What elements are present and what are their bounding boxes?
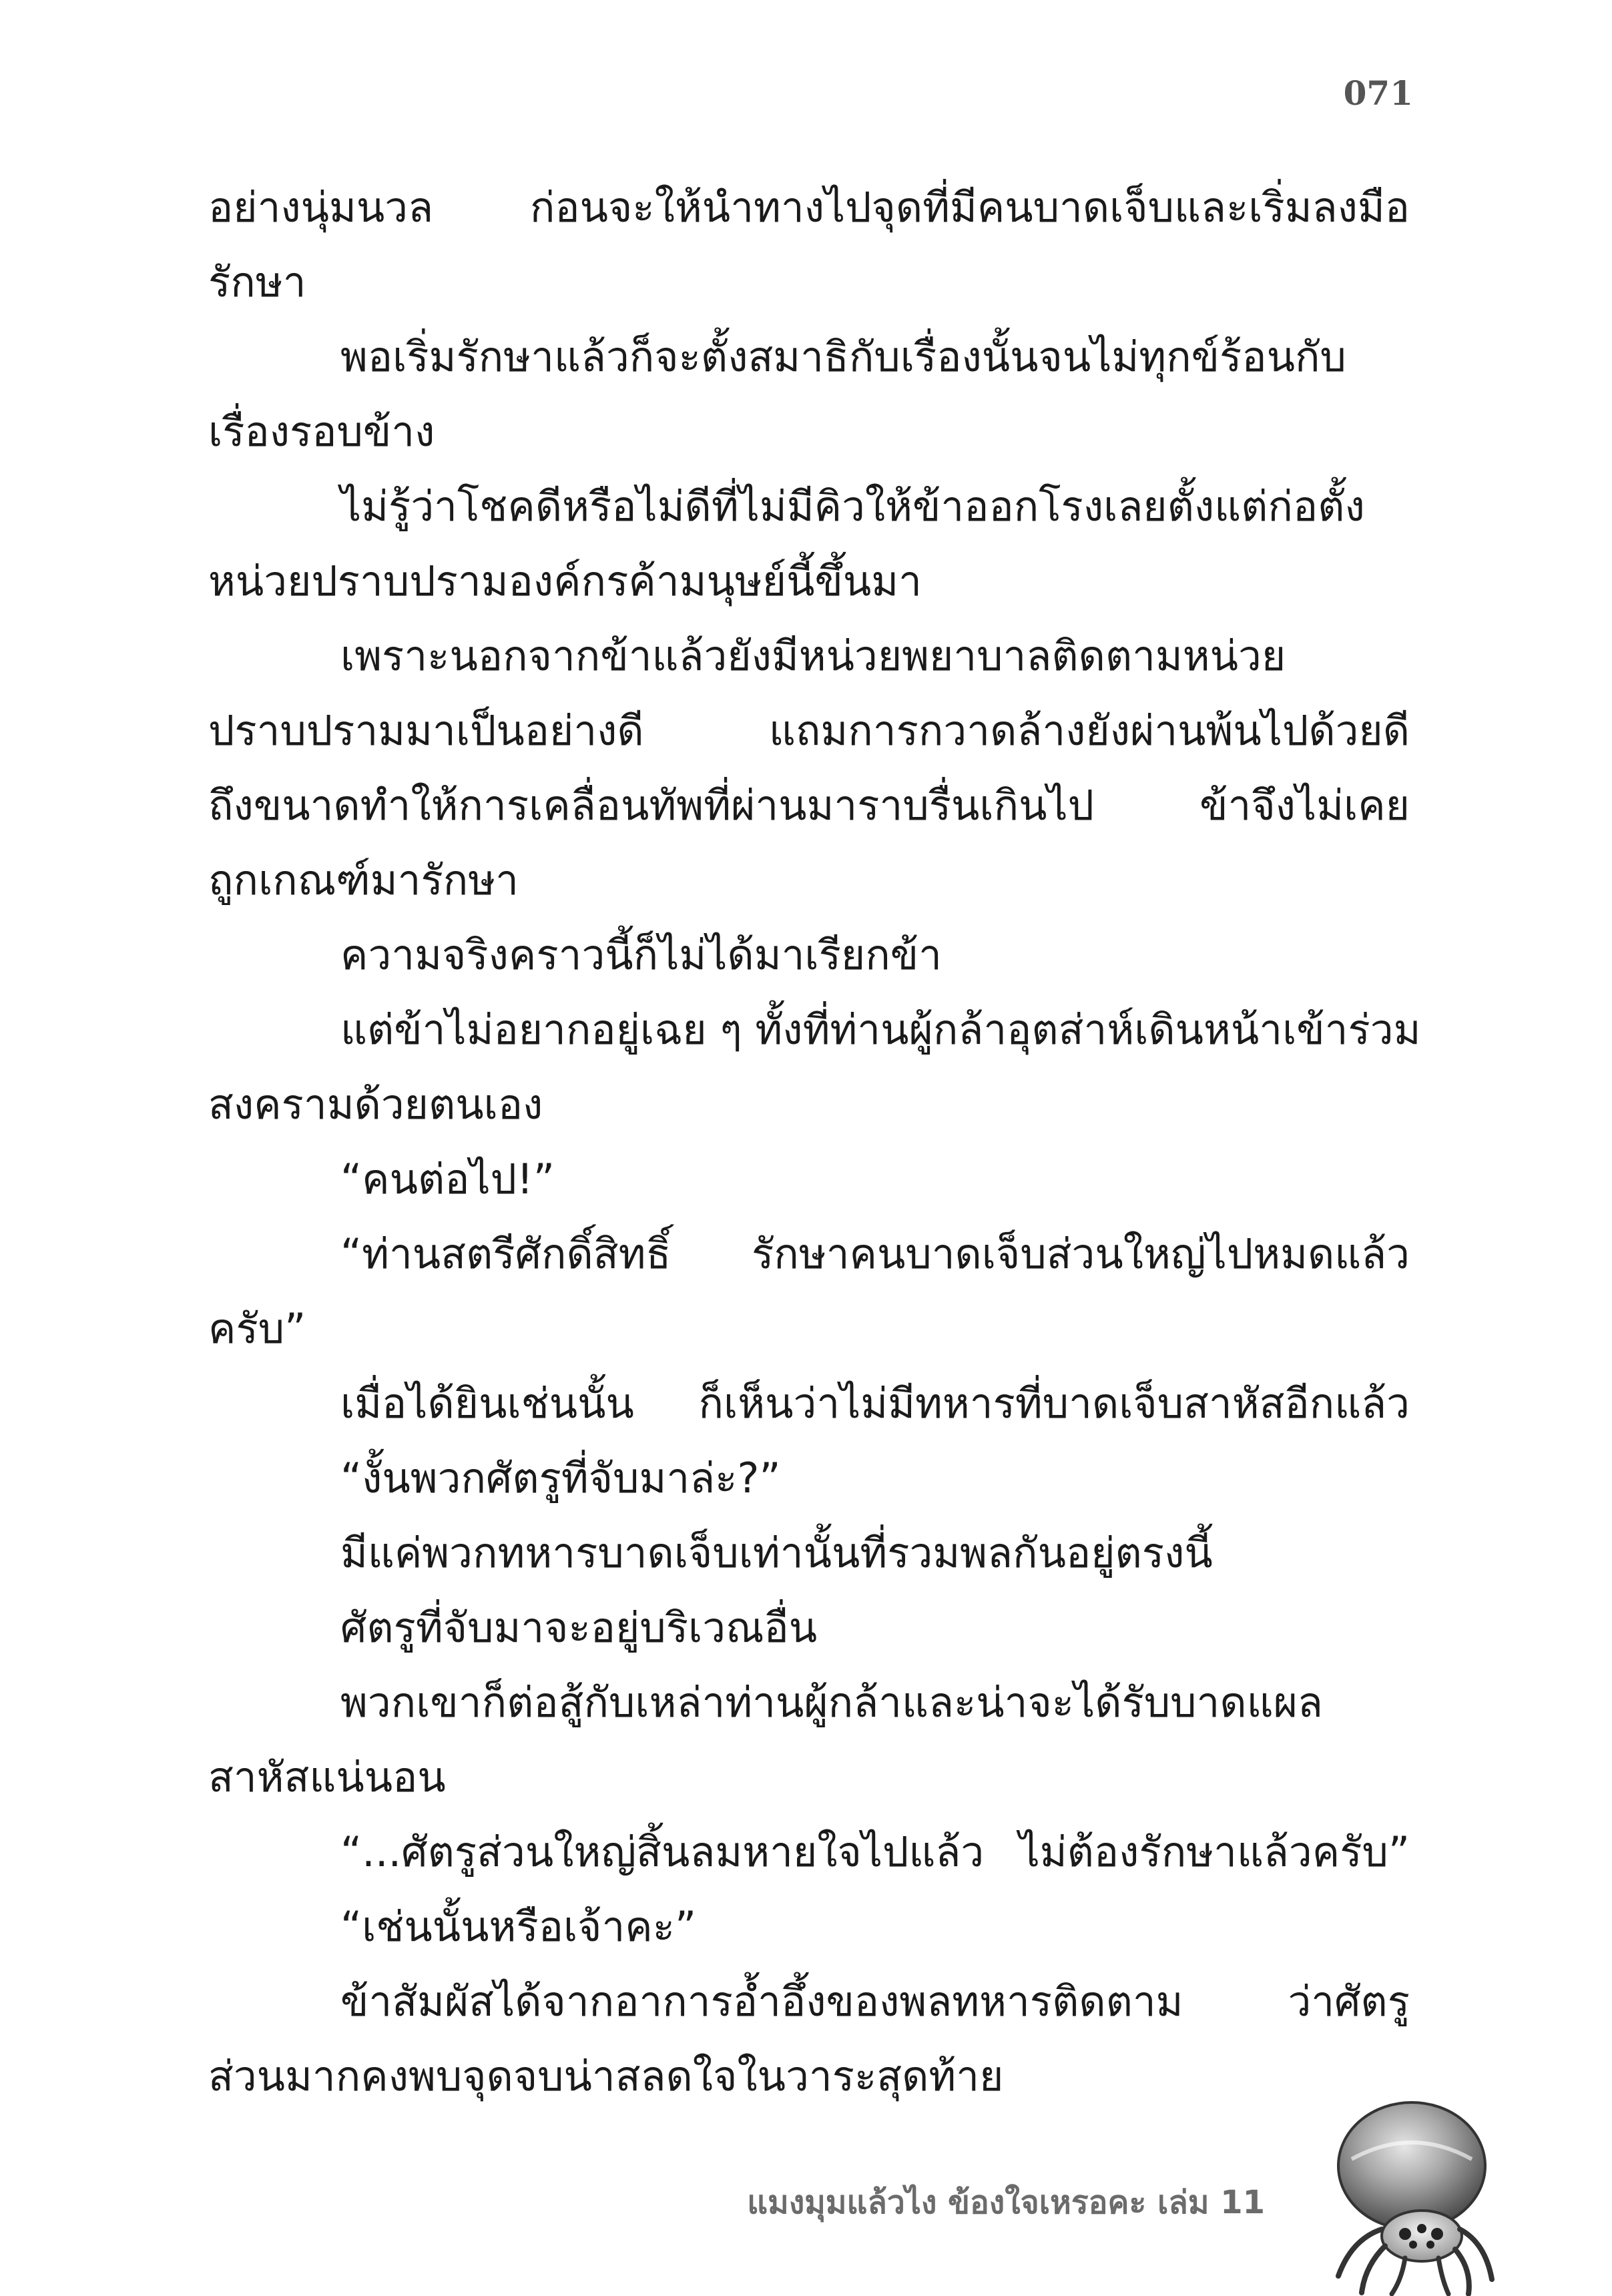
dialogue-line: “งั้นพวกศัตรูที่จับมาล่ะ?” bbox=[340, 1454, 781, 1502]
dialogue-line: ครับ” bbox=[208, 1304, 306, 1353]
paragraph-line: ไม่รู้ว่าโชคดีหรือไม่ดีที่ไม่มีคิวให้ข้าออกโรงเลยตั้งแต่ก่อตั้ง bbox=[340, 482, 1365, 531]
dialogue-line: “เช่นนั้นหรือเจ้าคะ” bbox=[340, 1902, 697, 1951]
paragraph-line: หน่วยปราบปรามองค์กรค้ามนุษย์นี้ขึ้นมา bbox=[208, 557, 922, 605]
paragraph-line: ความจริงคราวนี้ก็ไม่ได้มาเรียกข้า bbox=[340, 930, 942, 979]
dialogue-line: “คนต่อไป!” bbox=[340, 1155, 555, 1203]
paragraph-line: อย่างนุ่มนวล ก่อนจะให้นำทางไปจุดที่มีคนบาดเจ็บและเริ่มลงมือ bbox=[208, 183, 1410, 232]
paragraph-line: ปราบปรามมาเป็นอย่างดี แถมการกวาดล้างยังผ่านพ้นไปด้วยดี bbox=[208, 706, 1410, 755]
paragraph-line: ถูกเกณฑ์มารักษา bbox=[208, 856, 519, 904]
paragraph-line: สงครามด้วยตนเอง bbox=[208, 1080, 543, 1129]
page-number: 071 bbox=[1343, 73, 1413, 113]
paragraph-line: ข้าสัมผัสได้จากอาการอ้ำอึ้งของพลทหารติดตาม ว่าศัตรู bbox=[340, 1977, 1410, 2026]
paragraph-line: พอเริ่มรักษาแล้วก็จะตั้งสมาธิกับเรื่องนั้นจนไม่ทุกข์ร้อนกับ bbox=[340, 332, 1346, 381]
paragraph-line: ถึงขนาดทำให้การเคลื่อนทัพที่ผ่านมาราบรื่นเกินไป ข้าจึงไม่เคย bbox=[208, 781, 1410, 830]
paragraph-line: แต่ข้าไม่อยากอยู่เฉย ๆ ทั้งที่ท่านผู้กล้าอุตส่าห์เดินหน้าเข้าร่วม bbox=[340, 1005, 1421, 1054]
dialogue-line: “ท่านสตรีศักดิ์สิทธิ์ รักษาคนบาดเจ็บส่วนใหญ่ไปหมดแล้ว bbox=[340, 1229, 1410, 1278]
paragraph-line: เพราะนอกจากข้าแล้วยังมีหน่วยพยาบาลติดตามหน่วย bbox=[340, 631, 1286, 680]
paragraph-line: มีแค่พวกทหารบาดเจ็บเท่านั้นที่รวมพลกันอยู่ตรงนี้ bbox=[340, 1528, 1213, 1577]
book-title-footer: แมงมุมแล้วไง ข้องใจเหรอคะ เล่ม 11 bbox=[747, 2184, 1265, 2221]
paragraph-line: เรื่องรอบข้าง bbox=[208, 407, 435, 456]
dialogue-line: “...ศัตรูส่วนใหญ่สิ้นลมหายใจไปแล้ว ไม่ต้องรักษาแล้วครับ” bbox=[340, 1827, 1410, 1876]
paragraph-line: สาหัสแน่นอน bbox=[208, 1753, 446, 1801]
paragraph-line: พวกเขาก็ต่อสู้กับเหล่าท่านผู้กล้าและน่าจะได้รับบาดแผล bbox=[340, 1678, 1323, 1727]
paragraph-line: เมื่อได้ยินเช่นนั้น ก็เห็นว่าไม่มีทหารที่บาดเจ็บสาหัสอีกแล้ว bbox=[340, 1379, 1410, 1428]
paragraph-line: ส่วนมากคงพบจุดจบน่าสลดใจในวาระสุดท้าย bbox=[208, 2052, 1004, 2100]
paragraph-line: ศัตรูที่จับมาจะอยู่บริเวณอื่น bbox=[340, 1603, 818, 1652]
paragraph-line: รักษา bbox=[208, 258, 306, 306]
spider-mascot-icon bbox=[1312, 2086, 1512, 2296]
